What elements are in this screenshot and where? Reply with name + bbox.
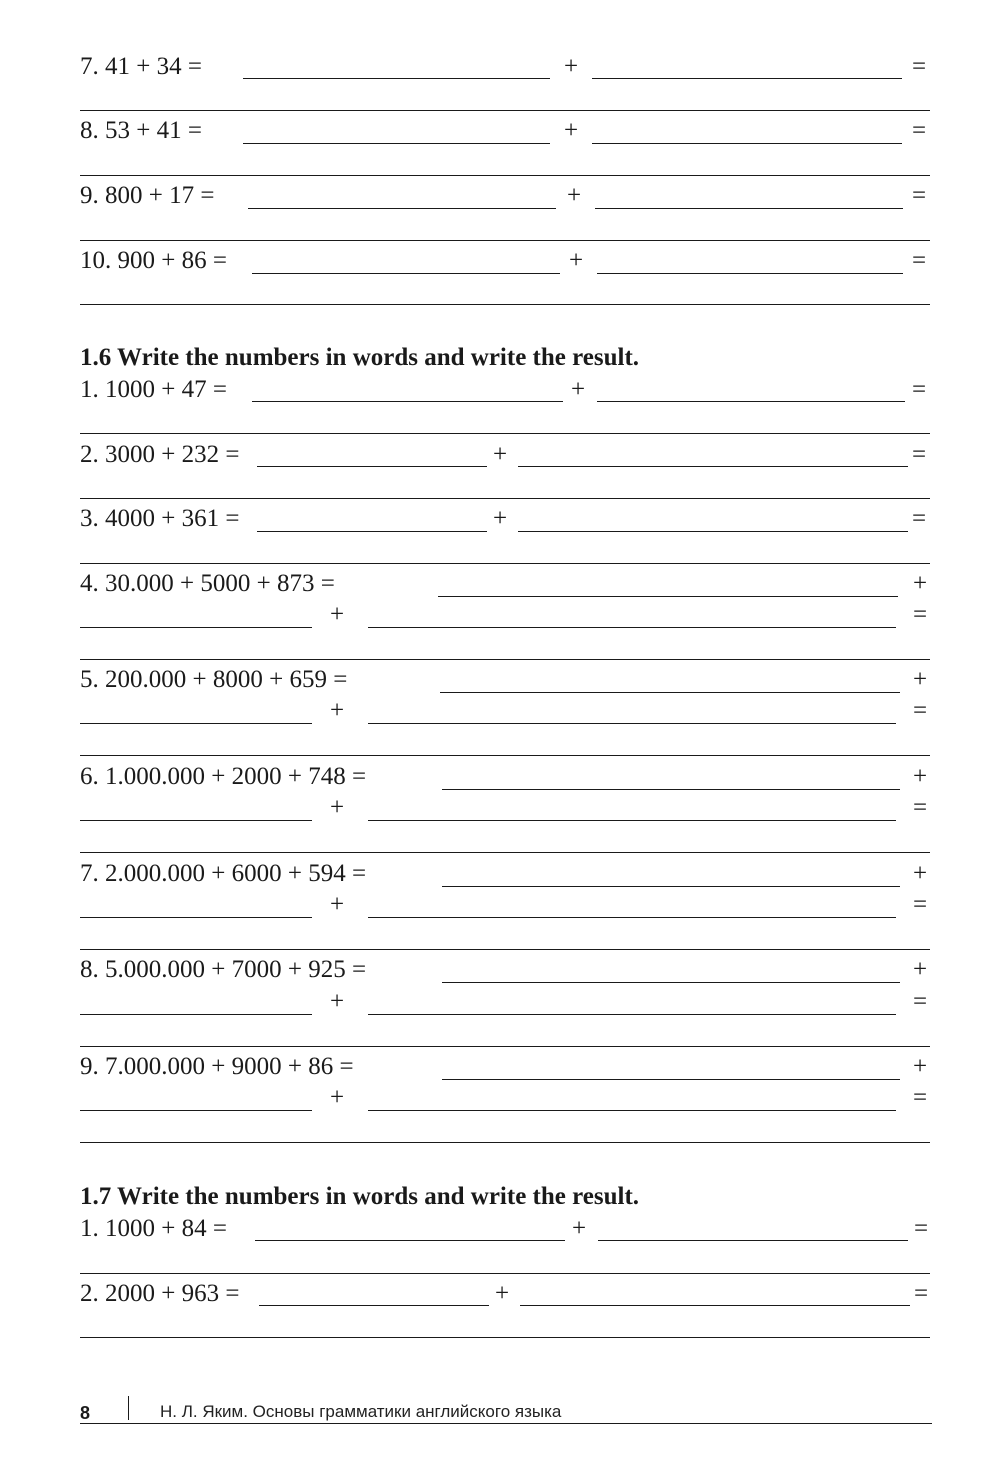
answer-blank[interactable] <box>257 466 487 467</box>
result-line[interactable] <box>80 433 930 434</box>
answer-blank[interactable] <box>80 627 312 628</box>
plus-sign: + <box>493 441 508 468</box>
answer-blank[interactable] <box>442 789 900 790</box>
plus-sign: + <box>564 117 579 144</box>
answer-blank[interactable] <box>80 723 312 724</box>
answer-blank[interactable] <box>442 886 900 887</box>
plus-sign: + <box>495 1280 510 1307</box>
answer-blank[interactable] <box>520 1305 910 1306</box>
exercise-1-6-2-expression: 2. 3000 + 232 = <box>80 441 240 468</box>
answer-blank[interactable] <box>243 143 550 144</box>
result-line[interactable] <box>80 563 930 564</box>
equals-sign: = <box>912 182 927 209</box>
section-1-6-heading: 1.6 Write the numbers in words and write the result. <box>80 344 640 371</box>
exercise-1-6-7-expression: 7. 2.000.000 + 6000 + 594 = <box>80 860 367 887</box>
equals-sign: = <box>913 988 928 1015</box>
answer-blank[interactable] <box>248 208 556 209</box>
exercise-9-expression: 9. 800 + 17 = <box>80 182 215 209</box>
equals-sign: = <box>912 117 927 144</box>
equals-sign: = <box>912 441 927 468</box>
answer-blank[interactable] <box>368 1110 896 1111</box>
equals-sign: = <box>914 1215 929 1242</box>
result-line[interactable] <box>80 1046 930 1047</box>
equals-sign: = <box>913 891 928 918</box>
plus-sign: + <box>569 247 584 274</box>
answer-blank[interactable] <box>80 1014 312 1015</box>
section-1-7-heading: 1.7 Write the numbers in words and write the result. <box>80 1183 640 1210</box>
exercise-1-6-1-expression: 1. 1000 + 47 = <box>80 376 227 403</box>
exercise-1-6-4-expression: 4. 30.000 + 5000 + 873 = <box>80 570 335 597</box>
answer-blank[interactable] <box>368 627 896 628</box>
answer-blank[interactable] <box>598 1240 908 1241</box>
answer-blank[interactable] <box>252 273 560 274</box>
plus-sign: + <box>567 182 582 209</box>
equals-sign: = <box>913 794 928 821</box>
answer-blank[interactable] <box>442 982 900 983</box>
plus-sign: + <box>913 956 928 983</box>
answer-blank[interactable] <box>255 1240 565 1241</box>
equals-sign: = <box>914 1280 929 1307</box>
answer-blank[interactable] <box>80 917 312 918</box>
result-line[interactable] <box>80 852 930 853</box>
result-line[interactable] <box>80 659 930 660</box>
plus-sign: + <box>913 860 928 887</box>
answer-blank[interactable] <box>243 78 550 79</box>
exercise-1-6-8-expression: 8. 5.000.000 + 7000 + 925 = <box>80 956 367 983</box>
exercise-8-expression: 8. 53 + 41 = <box>80 117 202 144</box>
answer-blank[interactable] <box>597 401 905 402</box>
answer-blank[interactable] <box>592 143 902 144</box>
equals-sign: = <box>913 1084 928 1111</box>
answer-blank[interactable] <box>80 820 312 821</box>
plus-sign: + <box>572 1215 587 1242</box>
exercise-10-expression: 10. 900 + 86 = <box>80 247 227 274</box>
answer-blank[interactable] <box>438 596 898 597</box>
exercise-1-6-3-expression: 3. 4000 + 361 = <box>80 505 240 532</box>
plus-sign: + <box>913 763 928 790</box>
book-title: Н. Л. Яким. Основы грамматики английского языка <box>160 1402 562 1421</box>
answer-blank[interactable] <box>368 723 896 724</box>
answer-blank[interactable] <box>368 917 896 918</box>
plus-sign: + <box>330 697 345 724</box>
exercise-1-7-1-expression: 1. 1000 + 84 = <box>80 1215 227 1242</box>
page-number: 8 <box>80 1403 91 1423</box>
result-line[interactable] <box>80 1142 930 1143</box>
plus-sign: + <box>330 891 345 918</box>
equals-sign: = <box>912 376 927 403</box>
exercise-1-6-9-expression: 9. 7.000.000 + 9000 + 86 = <box>80 1053 354 1080</box>
result-line[interactable] <box>80 304 930 305</box>
answer-blank[interactable] <box>518 531 908 532</box>
plus-sign: + <box>913 570 928 597</box>
plus-sign: + <box>571 376 586 403</box>
result-line[interactable] <box>80 1337 930 1338</box>
exercise-1-7-2-expression: 2. 2000 + 963 = <box>80 1280 240 1307</box>
footer-rule <box>80 1423 932 1424</box>
plus-sign: + <box>493 505 508 532</box>
equals-sign: = <box>912 505 927 532</box>
answer-blank[interactable] <box>80 1110 312 1111</box>
answer-blank[interactable] <box>597 273 903 274</box>
exercise-7-expression: 7. 41 + 34 = <box>80 53 202 80</box>
answer-blank[interactable] <box>442 1079 900 1080</box>
plus-sign: + <box>330 1084 345 1111</box>
plus-sign: + <box>913 666 928 693</box>
equals-sign: = <box>913 601 928 628</box>
plus-sign: + <box>913 1053 928 1080</box>
exercise-1-6-6-expression: 6. 1.000.000 + 2000 + 748 = <box>80 763 367 790</box>
plus-sign: + <box>330 601 345 628</box>
footer-divider <box>128 1396 129 1420</box>
result-line[interactable] <box>80 1273 930 1274</box>
result-line[interactable] <box>80 110 930 111</box>
answer-blank[interactable] <box>252 401 563 402</box>
answer-blank[interactable] <box>595 208 903 209</box>
equals-sign: = <box>912 53 927 80</box>
answer-blank[interactable] <box>259 1305 489 1306</box>
equals-sign: = <box>913 697 928 724</box>
answer-blank[interactable] <box>368 820 896 821</box>
result-line[interactable] <box>80 175 930 176</box>
answer-blank[interactable] <box>592 78 902 79</box>
answer-blank[interactable] <box>518 466 908 467</box>
result-line[interactable] <box>80 498 930 499</box>
answer-blank[interactable] <box>257 531 487 532</box>
result-line[interactable] <box>80 949 930 950</box>
plus-sign: + <box>330 794 345 821</box>
result-line[interactable] <box>80 755 930 756</box>
plus-sign: + <box>330 988 345 1015</box>
answer-blank[interactable] <box>440 692 900 693</box>
exercise-1-6-5-expression: 5. 200.000 + 8000 + 659 = <box>80 666 348 693</box>
answer-blank[interactable] <box>368 1014 896 1015</box>
result-line[interactable] <box>80 240 930 241</box>
plus-sign: + <box>564 53 579 80</box>
equals-sign: = <box>912 247 927 274</box>
